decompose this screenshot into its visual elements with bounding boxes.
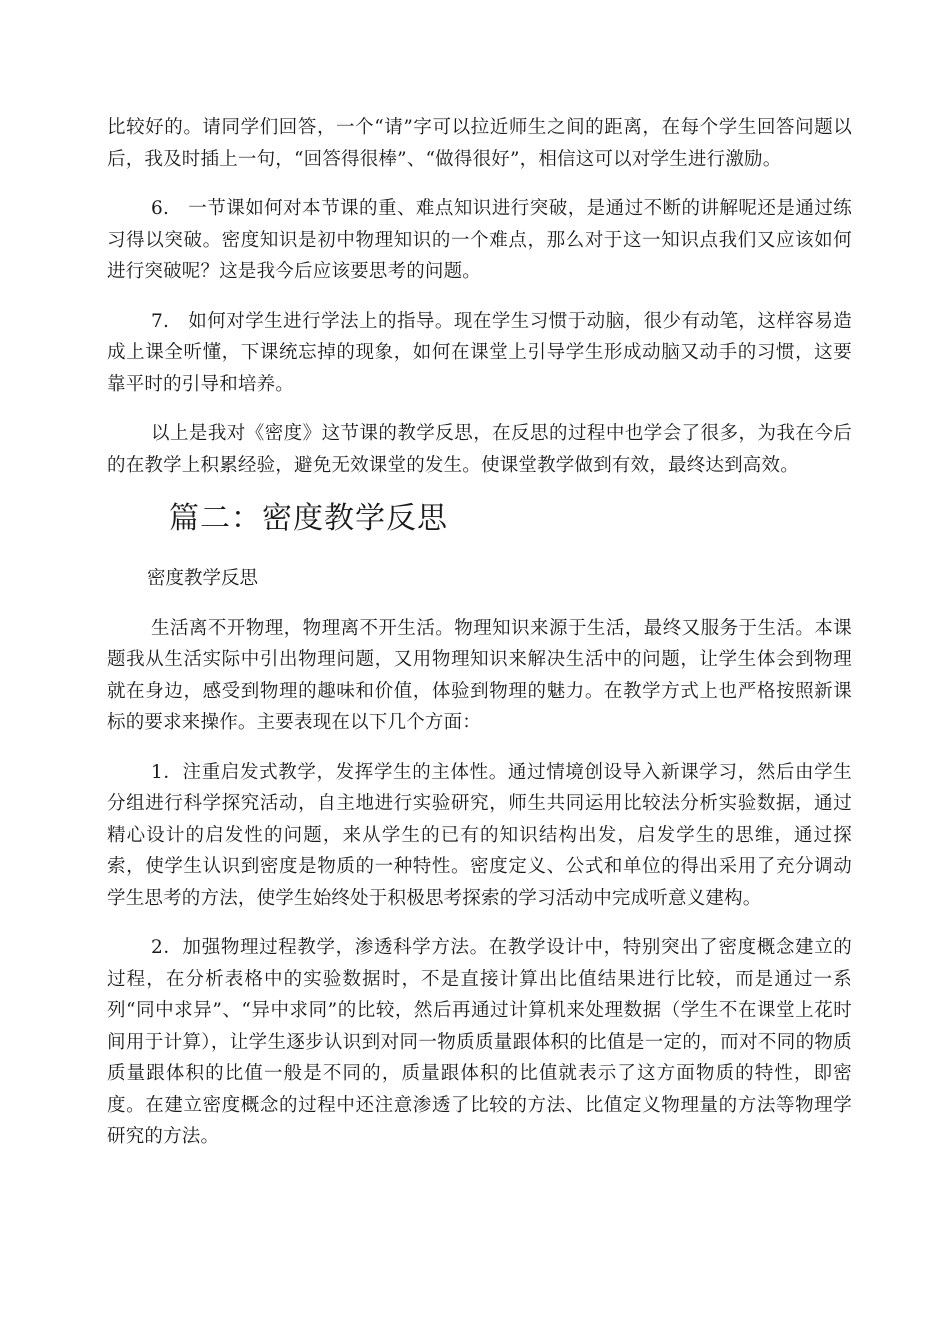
paragraph-item-7: 7. 如何对学生进行学法上的指导。现在学生习惯于动脑，很少有动笔，这样容易造成上课全听懂，下课统忘掉的现象，如何在课堂上引导学生形成动脑又动手的习惯，这要靠平时的引导和培养。	[107, 310, 852, 395]
paragraph-point-1: 1．注重启发式教学，发挥学生的主体性。通过情境创设导入新课学习，然后由学生分组进行科学探究活动，自主地进行实验研究，师生共同运用比较法分析实验数据，通过精心设计的启发性的问题，来从学生的已有的知识结构出发，启发学生的思维，通过探索，使学生认识到密度是物质的一种特性。密度定义、公式和单位的得出采用了充分调动学生思考的方法，使学生始终处于积极思考探索的学习活动中完成听意义建构。	[107, 761, 852, 909]
section-subtitle: 密度教学反思	[147, 568, 259, 589]
paragraph-intro: 生活离不开物理，物理离不开生活。物理知识来源于生活，最终又服务于生活。本课题我从生活实际中引出物理问题，又用物理知识来解决生活中的问题，让学生体会到物理就在身边，感受到物理的趣味和价值，体验到物理的魅力。在教学方式上也严格按照新课标的要求来操作。主要表现在以下几个方面：	[107, 617, 852, 733]
section-heading: 篇二：密度教学反思	[169, 501, 448, 536]
paragraph-item-6: 6. 一节课如何对本节课的重、难点知识进行突破，是通过不断的讲解呢还是通过练习得以突破。密度知识是初中物理知识的一个难点，那么对于这一知识点我们又应该如何进行突破呢？这是我今后应该要思考的问题。	[107, 198, 852, 282]
paragraph-continued: 比较好的。请同学们回答，一个“请”字可以拉近师生之间的距离，在每个学生回答问题以后，我及时插上一句，“回答得很棒”、“做得很好”，相信这可以对学生进行激励。	[107, 117, 852, 170]
paragraph-point-2: 2．加强物理过程教学，渗透科学方法。在教学设计中，特别突出了密度概念建立的过程，在分析表格中的实验数据时，不是直接计算出比值结果进行比较，而是通过一系列“同中求异”、“异中求同”的比较，然后再通过计算机来处理数据（学生不在课堂上花时间用于计算），让学生逐步认识到对同一物质质量跟体积的比值是一定的，而对不同的物质质量跟体积的比值一般是不同的，质量跟体积的比值就表示了这方面物质的特性，即密度。在建立密度概念的过程中还注意渗透了比较的方法、比值定义物理量的方法等物理学研究的方法。	[107, 937, 852, 1147]
document-page	[107, 112, 852, 1171]
paragraph-conclusion: 以上是我对《密度》这节课的教学反思，在反思的过程中也学会了很多，为我在今后的在教学上积累经验，避免无效课堂的发生。使课堂教学做到有效，最终达到高效。	[107, 423, 852, 476]
